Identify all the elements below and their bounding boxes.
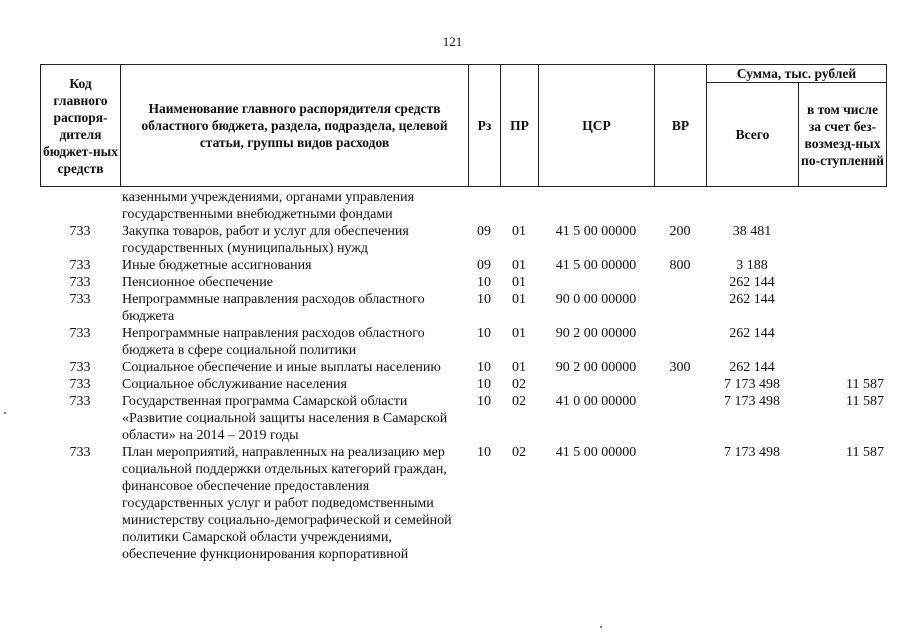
row-vr [654, 393, 706, 444]
row-code: 733 [69, 224, 91, 239]
row-total: 262 144 [729, 292, 775, 307]
row-name: Непрограммные направления расходов областного бюджета в сфере социальной политики [122, 326, 425, 358]
row-name: Государственная программа Самарской области «Развитие социальной защиты населения в Самарской области» на 2014 – 2019 годы [122, 394, 448, 443]
row-free: 11 587 [846, 377, 884, 392]
row-rz: 10 [477, 326, 491, 341]
header-pr: ПР [501, 65, 539, 187]
table-row [40, 359, 886, 376]
header-code: Код главного распоря-дителя бюджет-ных средств [41, 65, 121, 187]
table-row [40, 325, 886, 359]
row-code: 733 [69, 377, 91, 392]
row-csr: 90 2 00 00000 [555, 360, 637, 375]
row-total: 3 188 [736, 258, 768, 273]
row-code: 733 [69, 326, 91, 341]
row-name: Иные бюджетные ассигнования [122, 258, 312, 273]
row-rz: 09 [477, 224, 491, 239]
row-free [798, 223, 886, 257]
row-name: План мероприятий, направленных на реализацию мер социальной поддержки отдельных категорий граждан, финансовое обеспечение предоставления государственных услуг и работ подведомственными министерству социально-демографической и семейной политики Самарской области учреждениями, обеспечение функционирования корпоративной [122, 445, 452, 562]
row-name: Социальное обеспечение и иные выплаты населению [122, 360, 441, 375]
row-pr: 01 [512, 360, 526, 375]
row-csr: 90 0 00 00000 [555, 292, 637, 307]
row-name: Закупка товаров, работ и услуг для обеспечения государственных (муниципальных) нужд [122, 224, 409, 256]
row-csr [538, 274, 654, 291]
row-rz: 09 [477, 258, 491, 273]
scan-artifact-dot [600, 626, 602, 628]
row-rz: 10 [477, 394, 491, 409]
row-csr: 90 2 00 00000 [555, 326, 637, 341]
row-free [798, 257, 886, 274]
row-csr: 41 0 00 00000 [555, 394, 637, 409]
row-code: 733 [69, 292, 91, 307]
row-code: 733 [69, 445, 91, 460]
row-rz: 10 [477, 360, 491, 375]
row-vr: 800 [669, 258, 691, 273]
table-row [40, 291, 886, 325]
row-total [706, 189, 798, 223]
page-number: 121 [442, 34, 463, 49]
table-row [40, 274, 886, 291]
row-vr [654, 325, 706, 359]
budget-table-body [40, 189, 886, 563]
row-pr: 01 [512, 258, 526, 273]
row-free: 11 587 [846, 445, 884, 460]
row-vr [654, 376, 706, 393]
row-total: 7 173 498 [724, 394, 780, 409]
row-vr [654, 444, 706, 563]
row-rz: 10 [477, 275, 491, 290]
header-sum: Сумма, тыс. рублей [707, 65, 887, 83]
table-row [40, 393, 886, 444]
table-row [40, 444, 886, 563]
row-name: Социальное обслуживание населения [122, 377, 347, 392]
row-total: 262 144 [729, 326, 775, 341]
row-rz [468, 189, 500, 223]
row-code: 733 [69, 360, 91, 375]
row-vr [654, 291, 706, 325]
table-row [40, 189, 886, 223]
row-code: 733 [69, 258, 91, 273]
header-free: в том числе за счет без-возмезд-ных по-ступлений [799, 83, 887, 187]
row-total: 262 144 [729, 275, 775, 290]
row-rz: 10 [477, 445, 491, 460]
row-total: 7 173 498 [724, 445, 780, 460]
row-pr: 02 [512, 445, 526, 460]
row-csr: 41 5 00 00000 [555, 258, 637, 273]
row-vr: 300 [669, 360, 691, 375]
row-csr [538, 189, 654, 223]
header-vr: ВР [655, 65, 707, 187]
row-pr: 01 [512, 326, 526, 341]
row-name: казенными учреждениями, органами управления государственными внебюджетными фондами [122, 190, 415, 222]
row-pr: 01 [512, 275, 526, 290]
table-row [40, 376, 886, 393]
row-csr [538, 376, 654, 393]
row-rz: 10 [477, 292, 491, 307]
row-code: 733 [69, 394, 91, 409]
row-free [798, 359, 886, 376]
row-pr: 02 [512, 394, 526, 409]
budget-table-header [40, 64, 887, 187]
row-rz: 10 [477, 377, 491, 392]
scan-artifact-dot [4, 412, 6, 414]
row-vr: 200 [669, 224, 691, 239]
table-row [40, 257, 886, 274]
row-pr [500, 189, 538, 223]
row-total: 262 144 [729, 360, 775, 375]
row-total: 7 173 498 [724, 377, 780, 392]
table-row [40, 223, 886, 257]
row-pr: 01 [512, 224, 526, 239]
row-free [798, 325, 886, 359]
row-vr [654, 274, 706, 291]
row-free [798, 189, 886, 223]
row-free: 11 587 [846, 394, 884, 409]
row-vr [654, 189, 706, 223]
row-csr: 41 5 00 00000 [555, 445, 637, 460]
row-code [40, 189, 120, 223]
row-csr: 41 5 00 00000 [555, 224, 637, 239]
table-rows [40, 189, 886, 563]
header-rz: Рз [469, 65, 501, 187]
row-code: 733 [69, 275, 91, 290]
header-name: Наименование главного распорядителя средств областного бюджета, раздела, подраздела, целевой статьи, группы видов расходов [121, 65, 469, 187]
header-total: Всего [707, 83, 799, 187]
header-csr: ЦСР [539, 65, 655, 187]
row-name: Непрограммные направления расходов областного бюджета [122, 292, 425, 324]
row-pr: 01 [512, 292, 526, 307]
row-free [798, 274, 886, 291]
row-pr: 02 [512, 377, 526, 392]
row-name: Пенсионное обеспечение [122, 275, 273, 290]
row-free [798, 291, 886, 325]
row-total: 38 481 [732, 224, 772, 239]
